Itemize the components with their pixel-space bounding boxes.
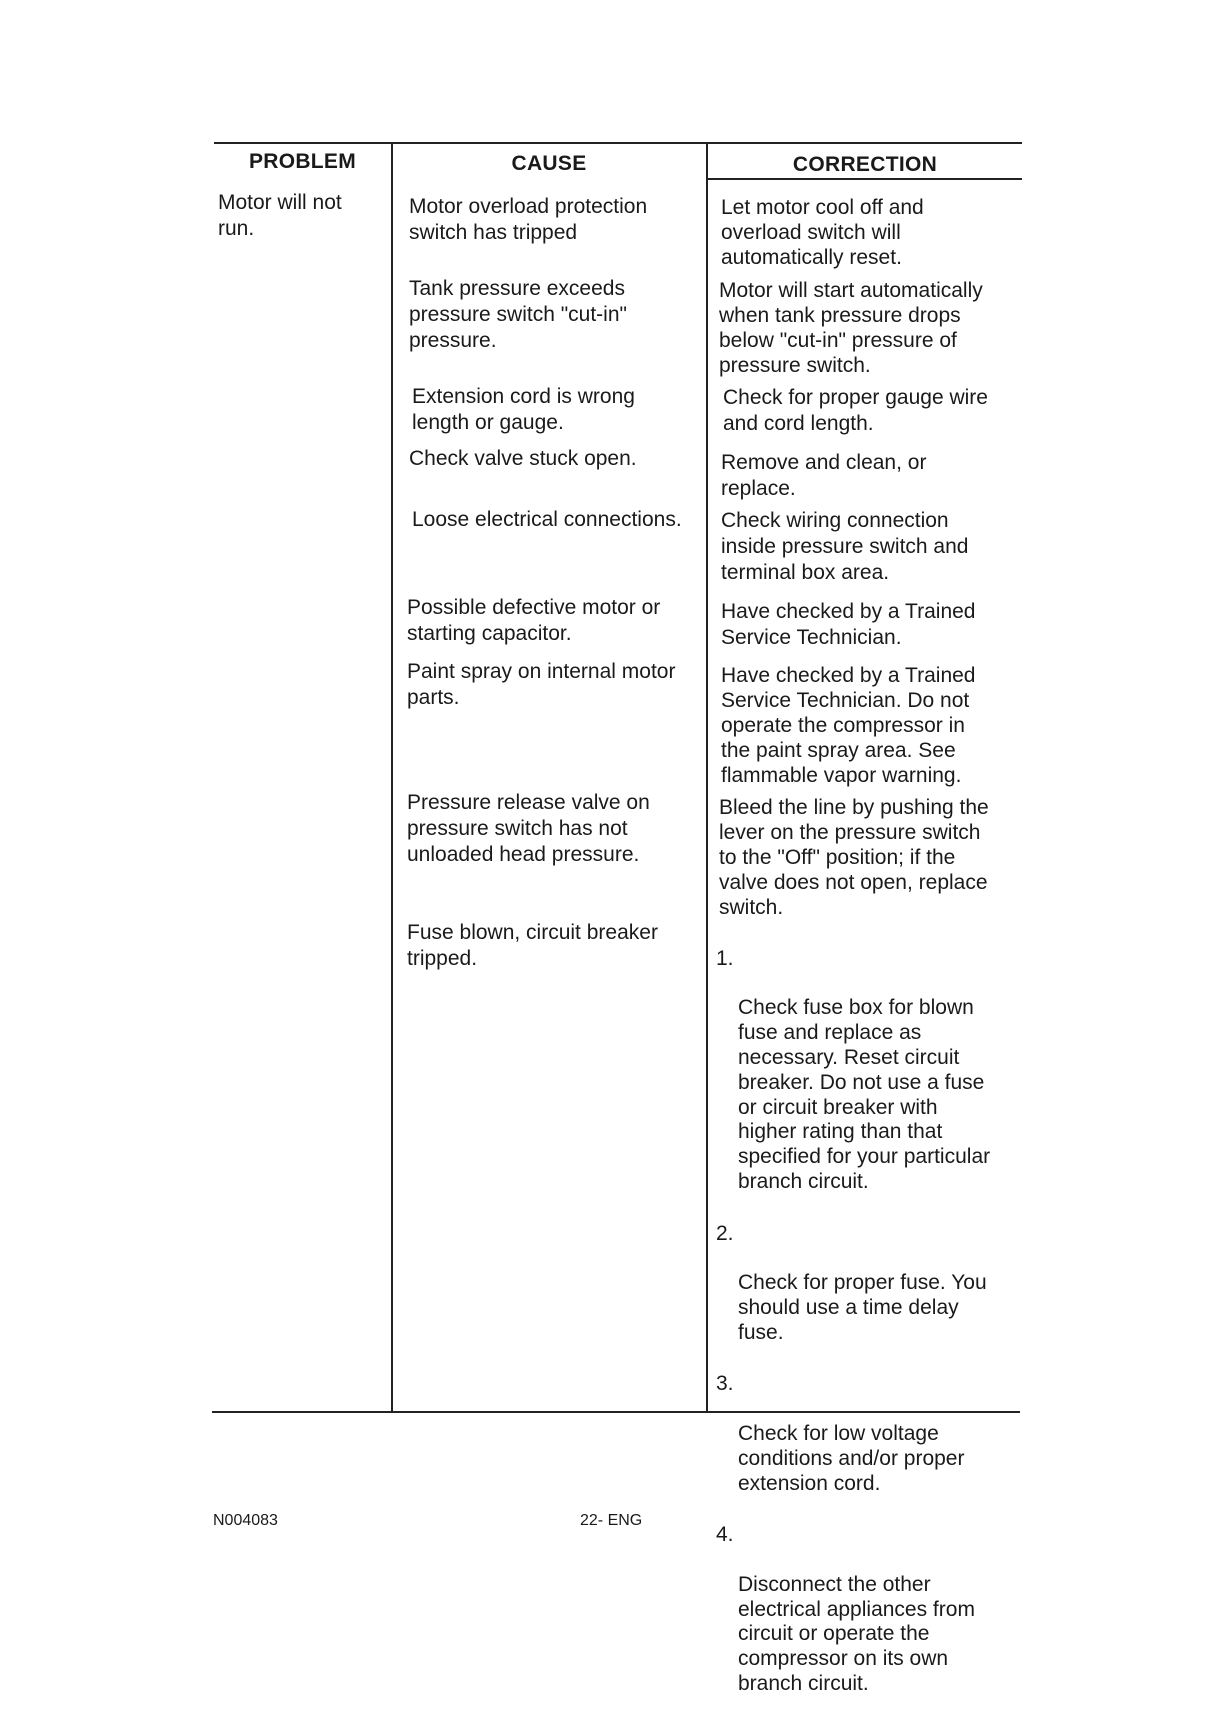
page-number: 22- ENG <box>580 1512 643 1529</box>
correction-2: Motor will start automatically when tank pressure drops below "cut-in" pressure of pressure switch. <box>719 279 983 377</box>
item-number: 2. <box>716 1221 734 1245</box>
cause-4: Check valve stuck open. <box>409 447 637 470</box>
cause-2: Tank pressure exceeds pressure switch "cut-in" pressure. <box>409 277 627 352</box>
correction-item-4 <box>718 1523 1023 1697</box>
header-problem: PROBLEM <box>248 150 357 173</box>
item-text: Disconnect the other electrical appliances from circuit or operate the compressor on its own branch circuit. <box>738 1572 975 1695</box>
document-code: N004083 <box>213 1512 278 1529</box>
correction-6: Have checked by a Trained Service Technician. <box>721 600 976 649</box>
correction-4: Remove and clean, or replace. <box>721 451 927 500</box>
header-cause: CAUSE <box>511 152 587 175</box>
header-correction: CORRECTION <box>792 153 938 176</box>
correction-1: Let motor cool off and overload switch will automatically reset. <box>721 196 924 269</box>
column-divider-1 <box>391 142 393 1412</box>
item-text: Check fuse box for blown fuse and replace as necessary. Reset circuit breaker. Do not use a fuse or circuit breaker with higher rating than that specified for your particular branch circuit. <box>738 996 991 1193</box>
header-bottom-rule <box>708 178 1022 180</box>
correction-item-2 <box>718 1222 1023 1346</box>
correction-3: Check for proper gauge wire and cord length. <box>723 386 988 435</box>
cause-1: Motor overload protection switch has tripped <box>409 195 648 244</box>
cause-3: Extension cord is wrong length or gauge. <box>412 385 635 434</box>
cause-5: Loose electrical connections. <box>412 508 682 531</box>
correction-9-list <box>718 922 1023 1722</box>
item-number: 1. <box>716 946 734 970</box>
table-top-rule <box>214 142 1022 144</box>
cause-8: Pressure release valve on pressure switch has not unloaded head pressure. <box>407 791 650 866</box>
correction-8: Bleed the line by pushing the lever on the pressure switch to the "Off" position; if the valve does not open, replace switch. <box>719 796 989 919</box>
correction-item-3 <box>718 1372 1023 1496</box>
item-text: Check for proper fuse. You should use a time delay fuse. <box>738 1271 987 1344</box>
item-text: Check for low voltage conditions and/or proper extension cord. <box>738 1421 965 1495</box>
cause-6: Possible defective motor or starting capacitor. <box>407 596 661 645</box>
correction-7: Have checked by a Trained Service Technician. Do not operate the compressor in the paint spray area. See flammable vapor warning. <box>721 664 976 787</box>
item-number: 4. <box>716 1523 734 1547</box>
correction-5: Check wiring connection inside pressure switch and terminal box area. <box>721 509 969 584</box>
problem-text: Motor will not run. <box>218 191 342 240</box>
item-number: 3. <box>716 1372 734 1396</box>
correction-item-1 <box>718 947 1023 1195</box>
cause-7: Paint spray on internal motor parts. <box>407 660 676 709</box>
cause-9: Fuse blown, circuit breaker tripped. <box>407 921 658 970</box>
